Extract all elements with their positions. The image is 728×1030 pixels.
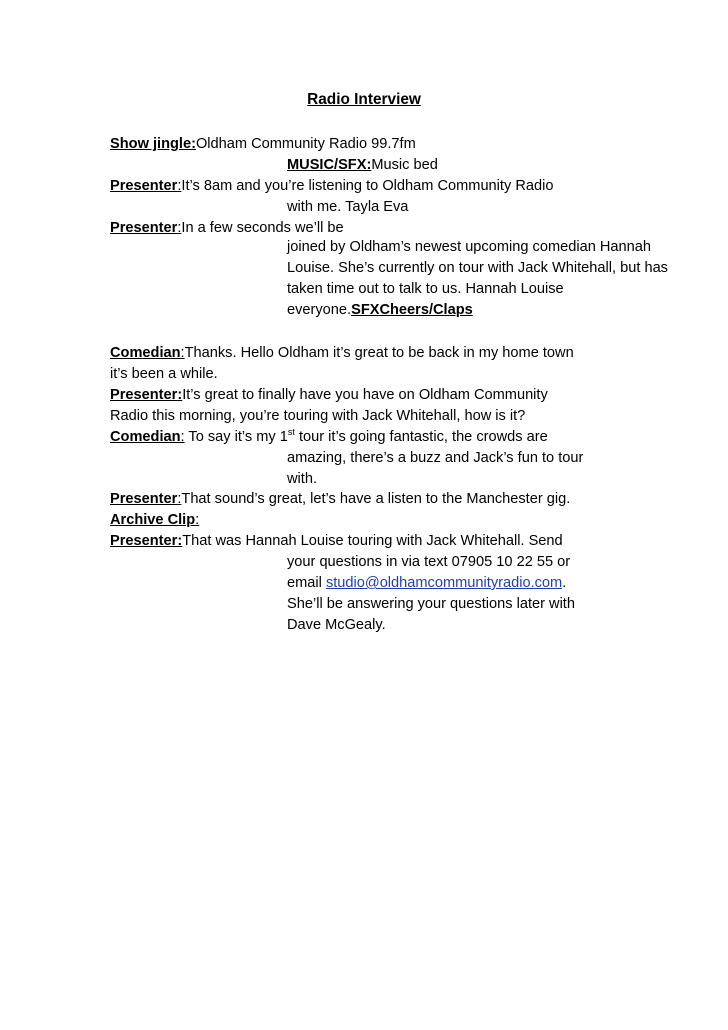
sfx-cue: SFXCheers/Claps: [351, 302, 473, 318]
script-line-comedian: [110, 428, 548, 446]
label-colon: :: [177, 220, 182, 236]
line-text: your questions in via text 07905 10 22 55 or: [287, 554, 571, 570]
line-text: It’s 8am and you’re listening to Oldham Community Radio: [181, 178, 554, 194]
line-text: joined by Oldham’s newest upcoming comedian Hannah: [287, 239, 651, 255]
speaker-label: Archive Clip: [110, 512, 196, 528]
line-text: it’s been a while.: [110, 366, 218, 382]
line-text: with.: [287, 471, 318, 487]
speaker-label: Presenter: [110, 220, 178, 236]
script-line-continuation: [287, 301, 473, 319]
script-line-music-sfx: [287, 156, 438, 174]
script-line-continuation: [287, 574, 566, 592]
script-line-continuation: [287, 595, 575, 613]
ordinal-superscript: st: [287, 427, 295, 437]
script-line-comedian: [110, 344, 574, 362]
line-text: taken time out to talk to us. Hannah Louise: [287, 281, 564, 297]
script-line-continuation: [287, 259, 668, 277]
script-line-presenter: [110, 532, 563, 550]
script-line-presenter: [110, 219, 344, 237]
script-line-continuation: [287, 238, 651, 256]
line-text: That sound’s great, let’s have a listen to the Manchester gig.: [181, 491, 571, 507]
label-colon: :: [195, 512, 200, 528]
line-text: It’s great to finally have you have on Oldham Community: [182, 387, 548, 403]
email-link[interactable]: studio@oldhamcommunityradio.com: [325, 575, 563, 591]
script-line-continuation: [287, 553, 570, 571]
document-title: Radio Interview: [307, 91, 421, 108]
label-colon: :: [180, 345, 185, 361]
label-colon: :: [177, 491, 182, 507]
line-text: That was Hannah Louise touring with Jack Whitehall. Send: [182, 533, 563, 549]
speaker-label: Comedian: [110, 429, 181, 445]
line-text: tour it’s going fantastic, the crowds are: [294, 429, 548, 445]
line-text: email: [287, 575, 326, 591]
speaker-label: Presenter: [110, 178, 178, 194]
script-line-continuation: [287, 198, 408, 216]
speaker-label: Presenter:: [110, 387, 183, 403]
script-line-show-jingle: [110, 135, 416, 153]
script-line-continuation: [110, 365, 218, 383]
speaker-label: MUSIC/SFX:: [287, 157, 372, 173]
script-line-archive-clip: [110, 511, 199, 529]
line-text: Dave McGealy.: [287, 617, 386, 633]
script-line-presenter: [110, 177, 553, 195]
line-text: with me. Tayla Eva: [287, 199, 409, 215]
line-text: amazing, there’s a buzz and Jack’s fun to tour: [287, 450, 584, 466]
speaker-label: Show jingle:: [110, 136, 196, 152]
label-colon: :: [177, 178, 182, 194]
line-text: Louise. She’s currently on tour with Jack Whitehall, but has: [287, 260, 668, 276]
speaker-label: Presenter: [110, 491, 178, 507]
script-line-presenter: [110, 490, 570, 508]
line-text: In a few seconds we’ll be: [181, 220, 344, 236]
line-text: Thanks. Hello Oldham it’s great to be back in my home town: [184, 345, 574, 361]
script-line-continuation: [287, 470, 317, 488]
speaker-label: Presenter:: [110, 533, 183, 549]
line-text: Radio this morning, you’re touring with Jack Whitehall, how is it?: [110, 408, 526, 424]
script-line-continuation: [287, 616, 386, 634]
line-text: To say it’s my 1: [184, 429, 288, 445]
speaker-label: Comedian: [110, 345, 181, 361]
line-text: .: [562, 575, 567, 591]
line-text: everyone.: [287, 302, 352, 318]
script-line-presenter: [110, 386, 548, 404]
line-text: Music bed: [371, 157, 438, 173]
script-line-continuation: [287, 280, 564, 298]
script-line-continuation: [287, 449, 583, 467]
script-line-continuation: [110, 407, 525, 425]
label-colon: :: [180, 429, 185, 445]
line-text: Oldham Community Radio 99.7fm: [195, 136, 416, 152]
line-text: She’ll be answering your questions later with: [287, 596, 575, 612]
